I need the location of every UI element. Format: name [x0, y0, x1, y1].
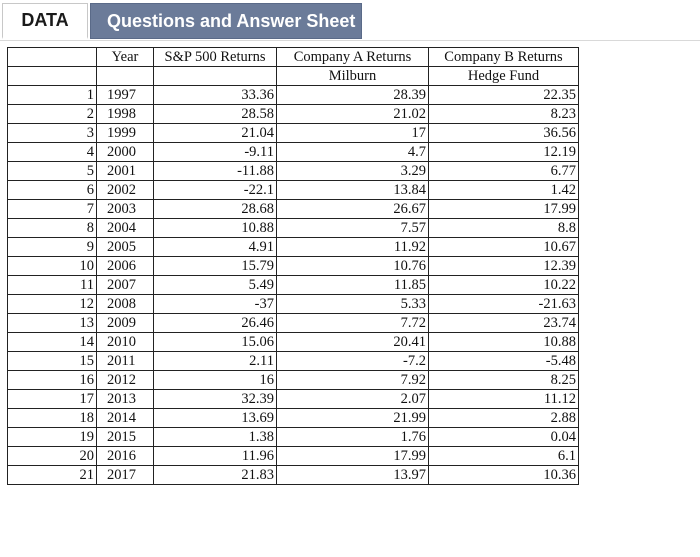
company-a-return-cell[interactable]: 4.7	[277, 143, 429, 162]
company-a-return-cell[interactable]: 21.99	[277, 409, 429, 428]
row-index-cell[interactable]: 4	[8, 143, 97, 162]
table-row	[8, 276, 579, 295]
table-row	[8, 447, 579, 466]
returns-table	[7, 47, 579, 485]
company-a-return-cell[interactable]: 1.76	[277, 428, 429, 447]
sp500-return-cell[interactable]: -37	[154, 295, 277, 314]
row-index-cell[interactable]: 16	[8, 371, 97, 390]
company-a-return-cell[interactable]: 17.99	[277, 447, 429, 466]
company-b-return-cell[interactable]: 36.56	[429, 124, 579, 143]
company-a-return-cell[interactable]: -7.2	[277, 352, 429, 371]
company-b-return-cell[interactable]: 10.67	[429, 238, 579, 257]
table-row	[8, 409, 579, 428]
company-b-return-cell[interactable]: 12.39	[429, 257, 579, 276]
header-subrow	[8, 67, 579, 86]
year-cell[interactable]: 2017	[97, 466, 154, 485]
year-cell[interactable]: 2010	[97, 333, 154, 352]
year-cell[interactable]: 2011	[97, 352, 154, 371]
row-index-cell[interactable]: 1	[8, 86, 97, 105]
header-sp500: S&P 500 Returns	[154, 48, 277, 67]
company-b-return-cell[interactable]: 10.88	[429, 333, 579, 352]
sp500-return-cell[interactable]: 4.91	[154, 238, 277, 257]
year-cell[interactable]: 2014	[97, 409, 154, 428]
company-b-return-cell[interactable]: -21.63	[429, 295, 579, 314]
company-a-return-cell[interactable]: 20.41	[277, 333, 429, 352]
table-row	[8, 124, 579, 143]
sp500-return-cell[interactable]: -22.1	[154, 181, 277, 200]
sheet-tab-bar	[0, 0, 700, 41]
table-row	[8, 143, 579, 162]
header-company-a: Company A Returns	[277, 48, 429, 67]
subheader-year	[97, 67, 154, 86]
sp500-return-cell[interactable]: 21.83	[154, 466, 277, 485]
sp500-return-cell[interactable]: 32.39	[154, 390, 277, 409]
company-b-return-cell[interactable]: 10.22	[429, 276, 579, 295]
year-cell[interactable]: 2004	[97, 219, 154, 238]
company-a-return-cell[interactable]: 5.33	[277, 295, 429, 314]
table-row	[8, 333, 579, 352]
company-b-return-cell[interactable]: 22.35	[429, 86, 579, 105]
row-index-cell[interactable]: 13	[8, 314, 97, 333]
table-row	[8, 371, 579, 390]
company-a-return-cell[interactable]: 28.39	[277, 86, 429, 105]
table-row	[8, 86, 579, 105]
sp500-return-cell[interactable]: 33.36	[154, 86, 277, 105]
row-index-cell[interactable]: 6	[8, 181, 97, 200]
tab-questions-and-answer-sheet[interactable]: Questions and Answer Sheet	[90, 3, 362, 39]
year-cell[interactable]: 1999	[97, 124, 154, 143]
company-b-return-cell[interactable]: 0.04	[429, 428, 579, 447]
row-index-cell[interactable]: 11	[8, 276, 97, 295]
header-row	[8, 48, 579, 67]
company-b-return-cell[interactable]: 23.74	[429, 314, 579, 333]
year-cell[interactable]: 2009	[97, 314, 154, 333]
year-cell[interactable]: 2002	[97, 181, 154, 200]
company-a-return-cell[interactable]: 2.07	[277, 390, 429, 409]
row-index-cell[interactable]: 5	[8, 162, 97, 181]
year-cell[interactable]: 2005	[97, 238, 154, 257]
row-index-cell[interactable]: 17	[8, 390, 97, 409]
year-cell[interactable]: 2008	[97, 295, 154, 314]
company-b-return-cell[interactable]: 12.19	[429, 143, 579, 162]
row-index-cell[interactable]: 8	[8, 219, 97, 238]
table-row	[8, 257, 579, 276]
row-index-cell[interactable]: 20	[8, 447, 97, 466]
table-row	[8, 181, 579, 200]
company-b-return-cell[interactable]: 6.77	[429, 162, 579, 181]
table-row	[8, 390, 579, 409]
row-index-cell[interactable]: 18	[8, 409, 97, 428]
row-index-cell[interactable]: 21	[8, 466, 97, 485]
table-row	[8, 466, 579, 485]
table-row	[8, 105, 579, 124]
company-b-return-cell[interactable]: 8.23	[429, 105, 579, 124]
row-index-cell[interactable]: 3	[8, 124, 97, 143]
company-b-return-cell[interactable]: 8.8	[429, 219, 579, 238]
company-a-return-cell[interactable]: 7.72	[277, 314, 429, 333]
table-row	[8, 295, 579, 314]
table-row	[8, 200, 579, 219]
sp500-return-cell[interactable]: 26.46	[154, 314, 277, 333]
row-index-cell[interactable]: 19	[8, 428, 97, 447]
company-a-return-cell[interactable]: 3.29	[277, 162, 429, 181]
company-b-return-cell[interactable]: 1.42	[429, 181, 579, 200]
year-cell[interactable]: 2013	[97, 390, 154, 409]
year-cell[interactable]: 2007	[97, 276, 154, 295]
sp500-return-cell[interactable]: 15.79	[154, 257, 277, 276]
table-row	[8, 162, 579, 181]
company-a-return-cell[interactable]: 7.92	[277, 371, 429, 390]
sp500-return-cell[interactable]: -9.11	[154, 143, 277, 162]
sp500-return-cell[interactable]: 11.96	[154, 447, 277, 466]
company-b-return-cell[interactable]: -5.48	[429, 352, 579, 371]
subheader-index-cell	[8, 67, 97, 86]
sp500-return-cell[interactable]: 2.11	[154, 352, 277, 371]
company-a-return-cell[interactable]: 10.76	[277, 257, 429, 276]
year-cell[interactable]: 2015	[97, 428, 154, 447]
table-row	[8, 352, 579, 371]
year-cell[interactable]: 1998	[97, 105, 154, 124]
header-company-b: Company B Returns	[429, 48, 579, 67]
sp500-return-cell[interactable]: 28.58	[154, 105, 277, 124]
header-year: Year	[97, 48, 154, 67]
sp500-return-cell[interactable]: 28.68	[154, 200, 277, 219]
year-cell[interactable]: 2001	[97, 162, 154, 181]
table-row	[8, 219, 579, 238]
table-row	[8, 428, 579, 447]
header-index-cell	[8, 48, 97, 67]
sp500-return-cell[interactable]: 10.88	[154, 219, 277, 238]
row-index-cell[interactable]: 10	[8, 257, 97, 276]
sp500-return-cell[interactable]: 1.38	[154, 428, 277, 447]
company-b-return-cell[interactable]: 17.99	[429, 200, 579, 219]
company-b-return-cell[interactable]: 8.25	[429, 371, 579, 390]
subheader-sp500	[154, 67, 277, 86]
row-index-cell[interactable]: 14	[8, 333, 97, 352]
row-index-cell[interactable]: 12	[8, 295, 97, 314]
company-a-return-cell[interactable]: 17	[277, 124, 429, 143]
row-index-cell[interactable]: 2	[8, 105, 97, 124]
year-cell[interactable]: 2000	[97, 143, 154, 162]
company-b-return-cell[interactable]: 6.1	[429, 447, 579, 466]
subheader-company-a: Milburn	[277, 67, 429, 86]
subheader-company-b: Hedge Fund	[429, 67, 579, 86]
year-cell[interactable]: 1997	[97, 86, 154, 105]
sp500-return-cell[interactable]: 5.49	[154, 276, 277, 295]
sp500-return-cell[interactable]: 16	[154, 371, 277, 390]
company-a-return-cell[interactable]: 7.57	[277, 219, 429, 238]
company-a-return-cell[interactable]: 21.02	[277, 105, 429, 124]
company-b-return-cell[interactable]: 11.12	[429, 390, 579, 409]
table-row	[8, 314, 579, 333]
row-index-cell[interactable]: 15	[8, 352, 97, 371]
sp500-return-cell[interactable]: 13.69	[154, 409, 277, 428]
year-cell[interactable]: 2012	[97, 371, 154, 390]
sp500-return-cell[interactable]: 21.04	[154, 124, 277, 143]
row-index-cell[interactable]: 7	[8, 200, 97, 219]
company-a-return-cell[interactable]: 13.97	[277, 466, 429, 485]
company-a-return-cell[interactable]: 26.67	[277, 200, 429, 219]
company-b-return-cell[interactable]: 10.36	[429, 466, 579, 485]
year-cell[interactable]: 2003	[97, 200, 154, 219]
year-cell[interactable]: 2016	[97, 447, 154, 466]
company-a-return-cell[interactable]: 11.92	[277, 238, 429, 257]
company-b-return-cell[interactable]: 2.88	[429, 409, 579, 428]
company-a-return-cell[interactable]: 13.84	[277, 181, 429, 200]
year-cell[interactable]: 2006	[97, 257, 154, 276]
row-index-cell[interactable]: 9	[8, 238, 97, 257]
sp500-return-cell[interactable]: -11.88	[154, 162, 277, 181]
sp500-return-cell[interactable]: 15.06	[154, 333, 277, 352]
company-a-return-cell[interactable]: 11.85	[277, 276, 429, 295]
tab-data[interactable]: DATA	[2, 3, 88, 39]
table-row	[8, 238, 579, 257]
